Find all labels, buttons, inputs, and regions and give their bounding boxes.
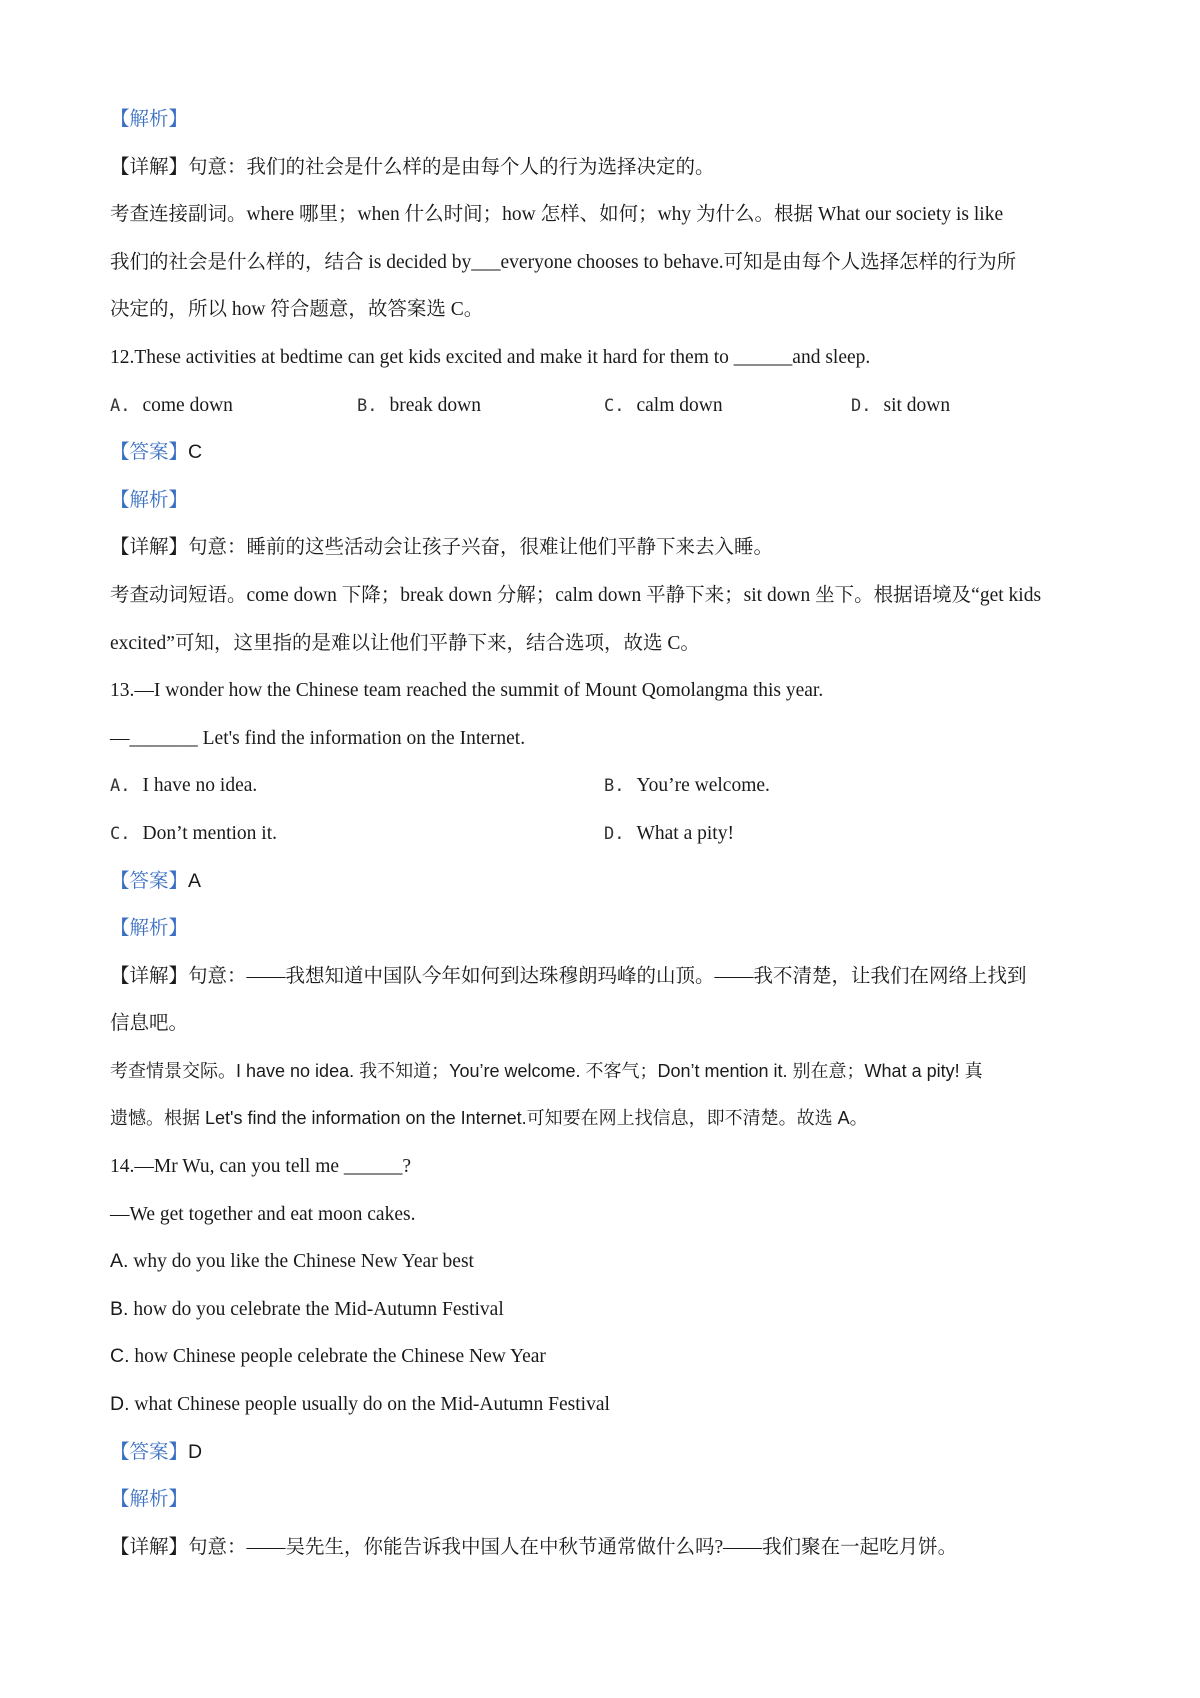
q14-analysis-heading: 【解析】 [110,1489,189,1511]
q11-explain-line: 决定的，所以 how 符合题意，故答案选 C。 [110,299,484,321]
q13-detail-text: 句意：——我想知道中国队今年如何到达珠穆朗玛峰的山顶。——我不清楚，让我们在网络上找到 [188,965,1027,987]
q11-detail [110,144,1100,192]
q14-stem-line: —We get together and eat moon cakes. [110,1203,416,1225]
q14-option-c: C. how Chinese people celebrate the Chinese New Year [110,1345,546,1368]
q12-option-d: D. sit down [851,394,951,416]
q12-answer-value: C [188,441,203,464]
q14-answer-value: D [188,1440,203,1463]
q11-detail-tag: 【详解】 [110,156,189,178]
q13-option-c: C. Don’t mention it. [110,822,277,844]
q14-option-b: B. how do you celebrate the Mid-Autumn Festival [110,1297,504,1320]
q13-detail [110,953,1100,1001]
q12-options [110,382,1100,430]
q12-detail-tag: 【详解】 [110,537,189,559]
q13-explain-line: 考查情景交际。I have no idea. 我不知道；You’re welcome. 不客气；Don’t mention it. 别在意；What a pity! 真 [110,1060,983,1081]
q14-option-d: D. what Chinese people usually do on the Mid-Autumn Festival [110,1393,610,1416]
q11-analysis-heading: 【解析】 [110,109,189,130]
q13-explain-line: 遗憾。根据 Let's find the information on the Internet.可知要在网上找信息，即不清楚。故选 A。 [110,1108,868,1129]
q12-option-a: A. come down [110,394,233,416]
q13-analysis-heading: 【解析】 [110,918,189,940]
q11-detail-text: 句意：我们的社会是什么样的是由每个人的行为选择决定的。 [188,156,715,178]
q12-option-c: C. calm down [604,394,723,416]
q13-options-row [110,810,1100,858]
q13-answer-value: A [188,869,202,892]
q12-detail-text: 句意：睡前的这些活动会让孩子兴奋，很难让他们平静下来去入睡。 [188,537,774,559]
q14-answer-tag: 【答案】 [110,1441,189,1463]
q14-detail-tag: 【详解】 [110,1536,189,1558]
q13-answer [110,858,1100,906]
q13-stem-line: —_______ Let's find the information on the Internet. [110,727,526,749]
q12-stem: 12.These activities at bedtime can get kids excited and make it hard for them to ______and sleep. [110,346,871,368]
q13-stem-line: 13.—I wonder how the Chinese team reached the summit of Mount Qomolangma this year. [110,680,824,702]
q13-option-b: B. You’re welcome. [604,775,770,797]
q13-detail-tag: 【详解】 [110,965,189,987]
q11-explain-line: 我们的社会是什么样的，结合 is decided by___everyone chooses to behave.可知是由每个人选择怎样的行为所 [110,251,1017,273]
q11-explain-line: 考查连接副词。where 哪里；when 什么时间；how 怎样、如何；why 为什么。根据 What our society is like [110,204,1004,226]
q12-option-b: B. break down [357,394,481,416]
q13-option-a: A. I have no idea. [110,775,258,797]
q13-option-d: D. What a pity! [604,822,734,844]
q12-detail [110,524,1100,572]
q13-options-row [110,762,1100,810]
q13-detail-line: 信息吧。 [110,1013,189,1035]
q12-answer-tag: 【答案】 [110,442,189,464]
q14-answer [110,1429,1100,1477]
q12-analysis-heading: 【解析】 [110,489,189,511]
q14-detail-text: 句意：——吴先生，你能告诉我中国人在中秋节通常做什么吗?——我们聚在一起吃月饼。 [188,1536,958,1558]
document-page [110,96,1100,1571]
q14-stem-line: 14.—Mr Wu, can you tell me ______? [110,1156,412,1178]
q12-explain-line: 考查动词短语。come down 下降；break down 分解；calm down 平静下来；sit down 坐下。根据语境及“get kids [110,584,1042,606]
q12-answer [110,429,1100,477]
q14-option-a: A. why do you like the Chinese New Year best [110,1250,474,1273]
q13-answer-tag: 【答案】 [110,870,189,892]
q14-detail [110,1524,1100,1572]
q12-explain-line: excited”可知，这里指的是难以让他们平静下来，结合选项，故选 C。 [110,632,700,654]
